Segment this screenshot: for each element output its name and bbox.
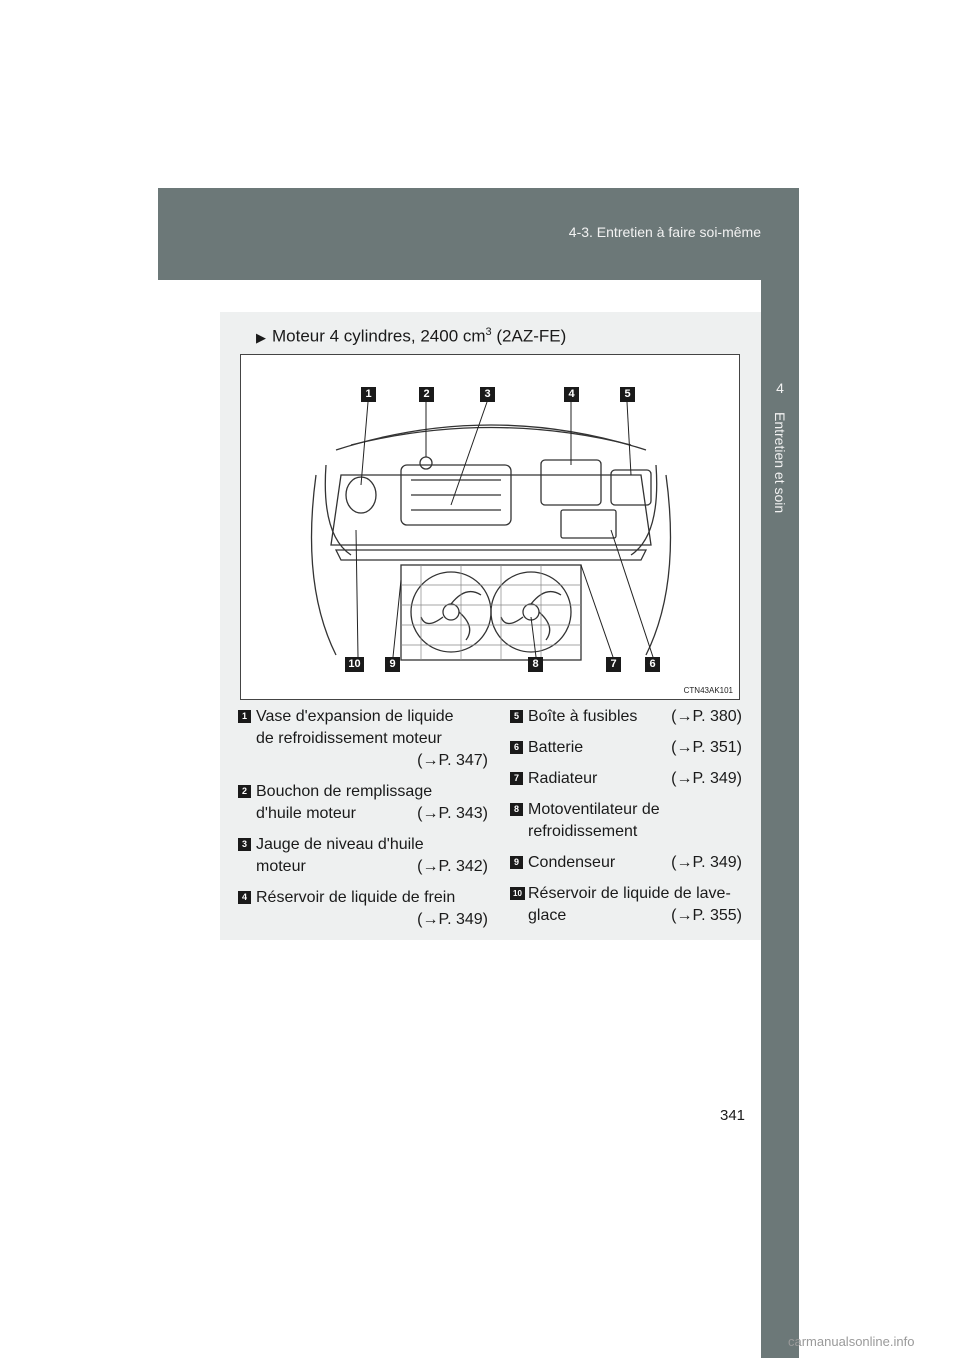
title-superscript: 3	[485, 326, 492, 338]
callout-6: 6	[645, 657, 660, 672]
header-band	[158, 188, 799, 280]
legend-text-line	[528, 768, 742, 790]
callout-9: 9	[385, 657, 400, 672]
legend-text-line	[528, 706, 742, 728]
title-suffix: (2AZ-FE)	[491, 326, 567, 346]
page-reference: (→P. 347)	[417, 752, 488, 769]
legend-text: Réservoir de liquide de lave-	[528, 885, 731, 902]
legend-number: 9	[510, 856, 523, 869]
panel-title	[256, 326, 566, 347]
legend-item-7	[492, 768, 742, 790]
page-reference: (→P. 380)	[671, 708, 742, 725]
legend-item-10	[492, 883, 742, 927]
legend-number: 10	[510, 887, 525, 900]
legend-text: Bouchon de remplissage	[256, 783, 433, 800]
legend-text: Réservoir de liquide de frein	[256, 889, 456, 906]
legend-item-1	[220, 706, 488, 772]
legend-text: Condenseur	[528, 854, 616, 871]
legend-number: 8	[510, 803, 523, 816]
legend-text-line	[528, 852, 742, 874]
legend-text-line-2: d'huile moteur	[256, 805, 356, 822]
engine-panel	[220, 312, 761, 940]
legend-text-line	[256, 856, 488, 878]
legend-text: Jauge de niveau d'huile	[256, 836, 424, 853]
legend-text-line-2: glace	[528, 907, 567, 924]
legend-text-line	[528, 905, 742, 927]
legend-item-9	[492, 852, 742, 874]
callout-2: 2	[419, 387, 434, 402]
legend-text: Boîte à fusibles	[528, 708, 638, 725]
triangle-bullet-icon: ▶	[256, 329, 266, 345]
page-reference: (→P. 342)	[417, 858, 488, 875]
legend-item-2	[220, 781, 488, 825]
chapter-label-wrap	[761, 412, 799, 612]
figure-code: CTN43AK101	[683, 686, 733, 695]
legend-item-3	[220, 834, 488, 878]
legend-text: Batterie	[528, 739, 584, 756]
legend-number: 6	[510, 741, 523, 754]
legend-number: 3	[238, 838, 251, 851]
title-prefix: Moteur 4 cylindres, 2400 cm	[272, 326, 486, 346]
callout-5: 5	[620, 387, 635, 402]
callout-3: 3	[480, 387, 495, 402]
section-title: 4-3. Entretien à faire soi-même	[568, 224, 761, 240]
legend-text: Radiateur	[528, 770, 598, 787]
legend-text-line	[256, 803, 488, 825]
legend-text-line-2: refroidissement	[528, 823, 638, 840]
callout-1: 1	[361, 387, 376, 402]
legend-item-8	[492, 799, 742, 843]
legend-number: 4	[238, 891, 251, 904]
legend-number: 1	[238, 710, 251, 723]
page-reference: (→P. 355)	[671, 907, 742, 924]
legend-number: 2	[238, 785, 251, 798]
legend-item-4	[220, 887, 488, 931]
callout-10: 10	[345, 657, 364, 672]
legend-list-left	[220, 706, 488, 940]
page-reference: (→P. 349)	[417, 911, 488, 928]
legend-text-line	[528, 737, 742, 759]
legend-list-right	[492, 706, 742, 936]
engine-illustration	[240, 354, 740, 700]
page-reference: (→P. 349)	[671, 770, 742, 787]
page-number: 341	[720, 1107, 746, 1124]
page-reference: (→P. 343)	[417, 805, 488, 822]
callout-8: 8	[528, 657, 543, 672]
legend-text-line	[256, 706, 488, 728]
legend-text: Motoventilateur de	[528, 801, 660, 818]
legend-text-line-2: moteur	[256, 858, 306, 875]
callout-4: 4	[564, 387, 579, 402]
chapter-label: Entretien et soin	[772, 412, 788, 514]
legend-item-5	[492, 706, 742, 728]
legend-item-6	[492, 737, 742, 759]
legend-text: Vase d'expansion de liquide	[256, 708, 454, 725]
legend-number: 5	[510, 710, 523, 723]
chapter-number: 4	[776, 380, 784, 396]
page-reference: (→P. 349)	[671, 854, 742, 871]
engine-drawing	[241, 355, 739, 699]
page-reference: (→P. 351)	[671, 739, 742, 756]
legend-text-line-2: de refroidissement moteur	[256, 730, 442, 747]
legend-number: 7	[510, 772, 523, 785]
watermark[interactable]: carmanualsonline.info	[788, 1334, 915, 1349]
chapter-side-tab	[761, 280, 799, 1358]
callout-7: 7	[606, 657, 621, 672]
